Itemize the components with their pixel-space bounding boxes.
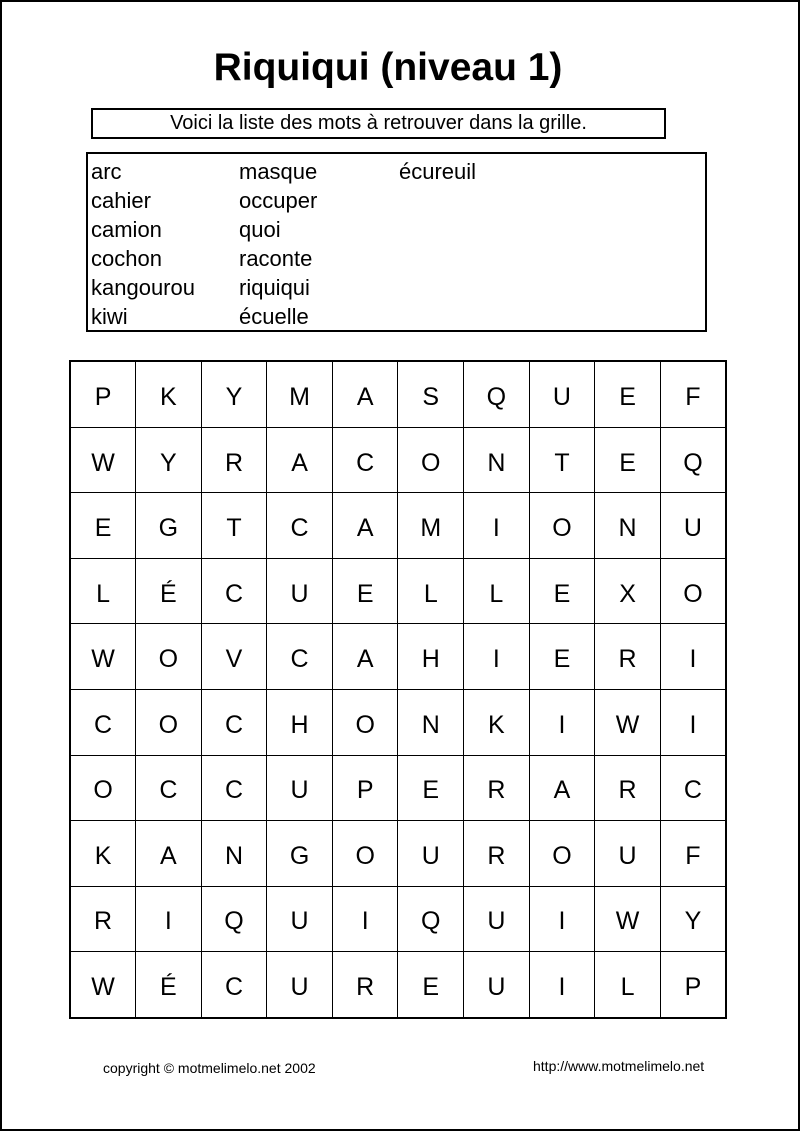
grid-cell: É — [136, 952, 202, 1018]
grid-cell: M — [267, 361, 333, 427]
grid-cell: U — [267, 558, 333, 624]
grid-cell: Q — [464, 361, 530, 427]
grid-cell: P — [660, 952, 726, 1018]
word-list-line — [88, 186, 705, 215]
word-item: cahier — [91, 188, 151, 213]
grid-cell: U — [267, 755, 333, 821]
word-item: quoi — [239, 217, 281, 242]
word-item: kangourou — [91, 275, 195, 300]
grid-cell: C — [201, 755, 267, 821]
footer-copyright: copyright © motmelimelo.net 2002 — [103, 1060, 316, 1076]
grid-cell: X — [595, 558, 661, 624]
word-list-line — [88, 157, 705, 186]
grid-cell: P — [70, 361, 136, 427]
grid-cell: O — [529, 493, 595, 559]
word-list-line — [88, 215, 705, 244]
grid-cell: I — [464, 624, 530, 690]
grid-cell: E — [595, 361, 661, 427]
grid-cell: O — [660, 558, 726, 624]
grid-cell: C — [267, 624, 333, 690]
word-list-box — [86, 152, 707, 332]
grid-cell: Y — [660, 886, 726, 952]
grid-cell: R — [464, 755, 530, 821]
grid-cell: I — [660, 624, 726, 690]
grid-cell: W — [70, 427, 136, 493]
grid-row — [70, 624, 726, 690]
grid-cell: N — [398, 689, 464, 755]
grid-cell: R — [332, 952, 398, 1018]
grid-cell: É — [136, 558, 202, 624]
grid-cell: U — [398, 821, 464, 887]
grid-cell: R — [464, 821, 530, 887]
grid-cell: E — [595, 427, 661, 493]
grid-cell: I — [529, 689, 595, 755]
grid-cell: U — [267, 886, 333, 952]
grid-cell: C — [332, 427, 398, 493]
grid-cell: N — [464, 427, 530, 493]
grid-cell: K — [464, 689, 530, 755]
grid-cell: W — [70, 952, 136, 1018]
grid-cell: R — [201, 427, 267, 493]
grid-cell: I — [529, 886, 595, 952]
grid-cell: U — [464, 886, 530, 952]
grid-cell: F — [660, 821, 726, 887]
grid-cell: Q — [660, 427, 726, 493]
grid-cell: R — [595, 624, 661, 690]
grid-row — [70, 558, 726, 624]
grid-cell: C — [201, 689, 267, 755]
word-item: riquiqui — [239, 275, 310, 300]
grid-cell: U — [464, 952, 530, 1018]
page-title: Riquiqui (niveau 1) — [213, 46, 563, 89]
grid-cell: E — [332, 558, 398, 624]
grid-cell: E — [398, 755, 464, 821]
grid-cell: N — [201, 821, 267, 887]
grid-cell: A — [332, 624, 398, 690]
grid-cell: Q — [398, 886, 464, 952]
letter-grid-body — [70, 361, 726, 1018]
grid-cell: C — [201, 558, 267, 624]
word-list-line — [88, 273, 705, 302]
grid-cell: C — [136, 755, 202, 821]
grid-cell: F — [660, 361, 726, 427]
grid-cell: A — [332, 361, 398, 427]
grid-cell: I — [529, 952, 595, 1018]
grid-cell: H — [267, 689, 333, 755]
grid-row — [70, 952, 726, 1018]
word-item: camion — [91, 217, 162, 242]
grid-cell: E — [529, 558, 595, 624]
grid-cell: A — [332, 493, 398, 559]
letter-grid — [69, 360, 727, 1019]
grid-cell: W — [595, 886, 661, 952]
grid-cell: V — [201, 624, 267, 690]
grid-cell: E — [529, 624, 595, 690]
grid-cell: H — [398, 624, 464, 690]
grid-cell: I — [332, 886, 398, 952]
grid-row — [70, 821, 726, 887]
grid-cell: Y — [201, 361, 267, 427]
grid-row — [70, 755, 726, 821]
grid-cell: Y — [136, 427, 202, 493]
grid-row — [70, 361, 726, 427]
word-item: masque — [239, 159, 318, 184]
word-item: cochon — [91, 246, 162, 271]
grid-cell: C — [201, 952, 267, 1018]
grid-cell: U — [595, 821, 661, 887]
grid-row — [70, 427, 726, 493]
grid-row — [70, 493, 726, 559]
word-item: écureuil — [399, 159, 477, 184]
grid-cell: O — [136, 624, 202, 690]
instruction-text: Voici la liste des mots à retrouver dans la grille. — [170, 112, 587, 134]
grid-cell: W — [595, 689, 661, 755]
word-list-line — [88, 244, 705, 273]
grid-cell: U — [267, 952, 333, 1018]
footer-url: http://www.motmelimelo.net — [533, 1058, 705, 1074]
grid-cell: T — [529, 427, 595, 493]
grid-cell: I — [660, 689, 726, 755]
grid-cell: C — [70, 689, 136, 755]
grid-cell: E — [70, 493, 136, 559]
grid-cell: U — [529, 361, 595, 427]
grid-cell: O — [332, 821, 398, 887]
grid-cell: O — [136, 689, 202, 755]
grid-cell: A — [136, 821, 202, 887]
grid-cell: I — [136, 886, 202, 952]
word-list-line — [88, 302, 705, 331]
word-item: raconte — [239, 246, 313, 271]
word-item: kiwi — [91, 304, 128, 329]
grid-cell: R — [70, 886, 136, 952]
grid-row — [70, 886, 726, 952]
grid-cell: Q — [201, 886, 267, 952]
grid-cell: A — [267, 427, 333, 493]
grid-cell: L — [595, 952, 661, 1018]
grid-cell: C — [267, 493, 333, 559]
grid-cell: C — [660, 755, 726, 821]
grid-cell: L — [464, 558, 530, 624]
instruction-box — [91, 108, 666, 139]
grid-cell: G — [267, 821, 333, 887]
grid-cell: N — [595, 493, 661, 559]
grid-cell: O — [70, 755, 136, 821]
grid-cell: L — [70, 558, 136, 624]
grid-cell: K — [136, 361, 202, 427]
grid-cell: E — [398, 952, 464, 1018]
grid-cell: P — [332, 755, 398, 821]
grid-cell: K — [70, 821, 136, 887]
grid-cell: W — [70, 624, 136, 690]
word-item: arc — [91, 159, 122, 184]
grid-cell: R — [595, 755, 661, 821]
grid-row — [70, 689, 726, 755]
grid-cell: O — [529, 821, 595, 887]
grid-cell: G — [136, 493, 202, 559]
word-item: occuper — [239, 188, 318, 213]
grid-cell: I — [464, 493, 530, 559]
word-item: écuelle — [239, 304, 309, 329]
grid-cell: A — [529, 755, 595, 821]
grid-cell: T — [201, 493, 267, 559]
grid-cell: O — [332, 689, 398, 755]
grid-cell: S — [398, 361, 464, 427]
grid-cell: M — [398, 493, 464, 559]
grid-cell: L — [398, 558, 464, 624]
grid-cell: O — [398, 427, 464, 493]
grid-cell: U — [660, 493, 726, 559]
